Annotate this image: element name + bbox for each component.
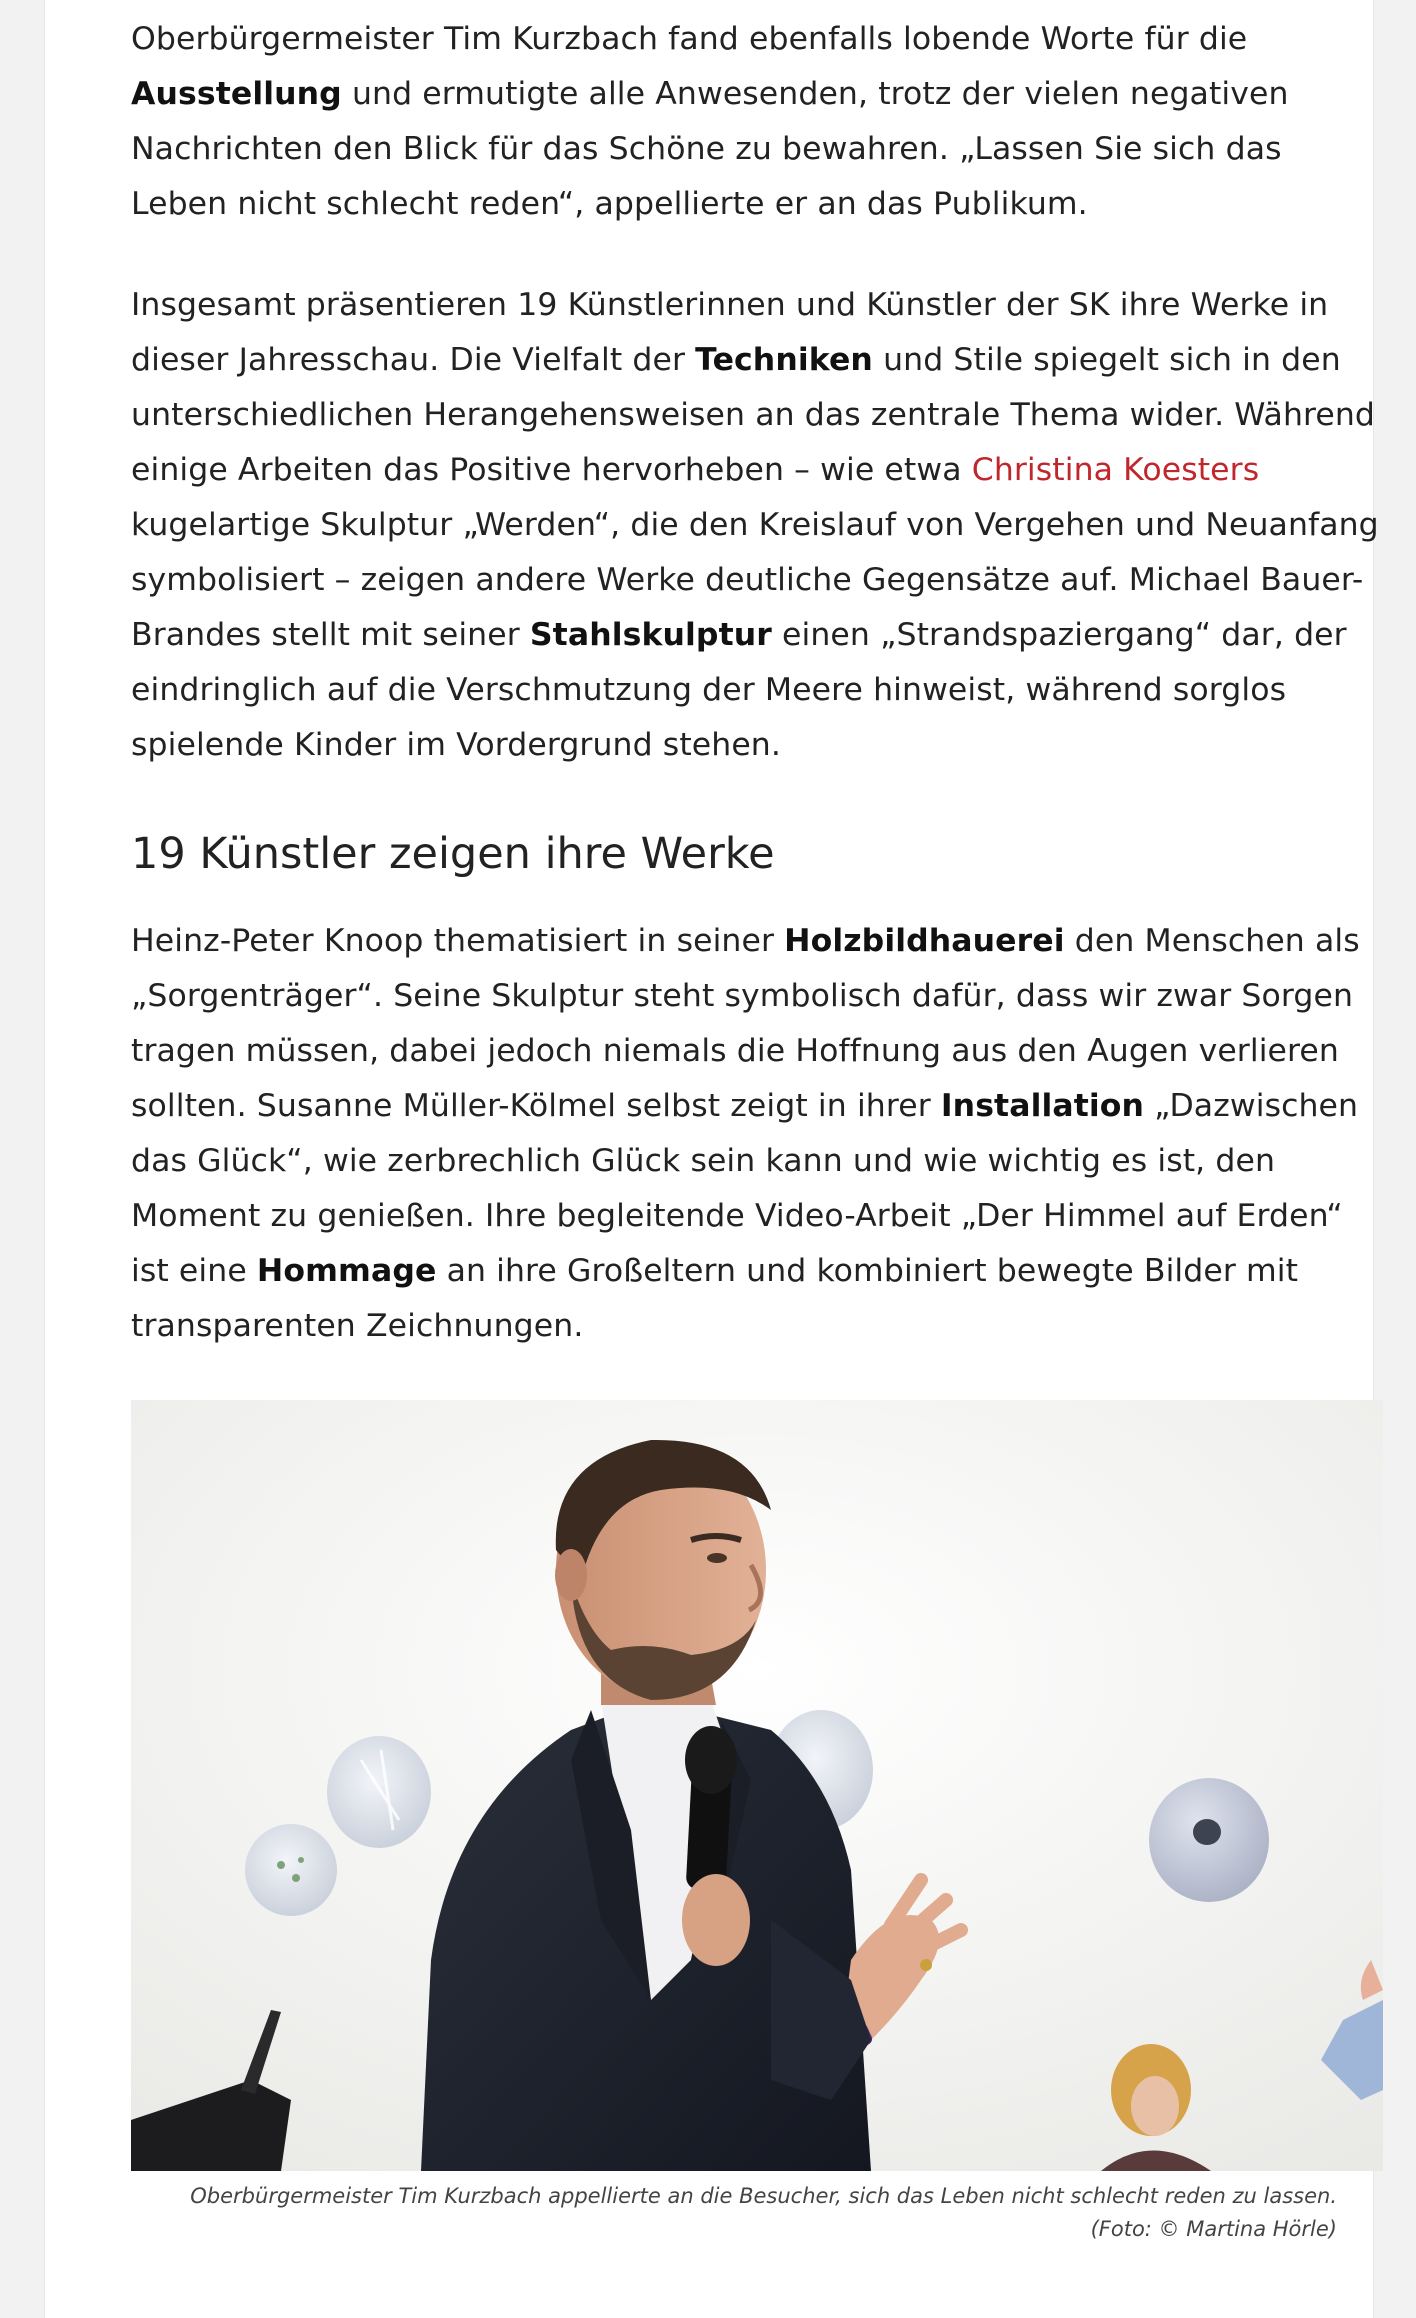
bold-keyword-installation: Installation	[940, 1088, 1145, 1124]
bold-keyword-hommage: Hommage	[256, 1253, 437, 1289]
bold-keyword-stahlskulptur: Stahlskulptur	[529, 617, 772, 653]
text-run: Oberbürgermeister Tim Kurzbach fand ebenfalls lobende Worte für die	[131, 21, 1248, 57]
text-run: an ihre Großeltern und kombiniert bewegte Bilder mit transparenten Zeichnungen.	[131, 1253, 1299, 1344]
paragraph-works-description	[131, 914, 1383, 1354]
article-photo[interactable]	[131, 1400, 1383, 2171]
text-run: einen „Strandspaziergang“ dar, der eindringlich auf die Verschmutzung der Meere hinweist, während sorglos spielende Kinder im Vordergrund stehen.	[131, 617, 1347, 763]
text-run: Heinz-Peter Knoop thematisiert in seiner	[131, 923, 785, 959]
text-run: und ermutigte alle Anwesenden, trotz der vielen negativen Nachrichten den Blick für das Schöne zu bewahren. „Lassen Sie sich das Leben nicht schlecht reden“, appellierte er an das Publikum.	[131, 76, 1289, 222]
photo-mayor-speaking	[131, 1400, 1383, 2171]
bold-keyword-holzbildhauerei: Holzbildhauerei	[784, 923, 1065, 959]
caption-credit: (Foto: © Martina Hörle)	[1090, 2217, 1337, 2241]
bold-keyword-techniken: Techniken	[695, 342, 873, 378]
text-run: kugelartige Skulptur „Werden“, die den Kreislauf von Vergehen und Neuanfang symbolisiert – zeigen andere Werke deutliche Gegensätze auf. Michael Bauer-Brandes stellt mit seiner	[131, 507, 1379, 653]
bold-keyword-ausstellung: Ausstellung	[131, 76, 342, 112]
paragraph-artists-overview	[131, 278, 1383, 773]
section-heading: 19 Künstler zeigen ihre Werke	[131, 829, 775, 879]
link-christina-koesters[interactable]: Christina Koesters	[971, 452, 1260, 488]
photo-caption	[85, 2180, 1337, 2246]
article-page	[44, 0, 1379, 2318]
text-run: und Stile spiegelt sich in den unterschiedlichen Herangehensweisen an das zentrale Thema wider. Während einige Arbeiten das Positive hervorheben – wie etwa	[131, 342, 1376, 488]
text-run: „Dazwischen das Glück“, wie zerbrechlich Glück sein kann und wie wichtig es ist, den Moment zu genießen. Ihre begleitende Video-Arbeit „Der Himmel auf Erden“ ist eine	[131, 1088, 1359, 1289]
text-run: den Menschen als „Sorgenträger“. Seine Skulptur steht symbolisch dafür, dass wir zwar Sorgen tragen müssen, dabei jedoch niemals die Hoffnung aus den Augen verlieren sollten. Susanne Müller-Kölmel selbst zeigt in ihrer	[131, 923, 1360, 1124]
text-run: Insgesamt präsentieren 19 Künstlerinnen und Künstler der SK ihre Werke in dieser Jahresschau. Die Vielfalt der	[131, 287, 1329, 378]
caption-text: Oberbürgermeister Tim Kurzbach appellierte an die Besucher, sich das Leben nicht schlecht reden zu lassen.	[190, 2184, 1337, 2208]
paragraph-mayor-speech	[131, 12, 1383, 232]
